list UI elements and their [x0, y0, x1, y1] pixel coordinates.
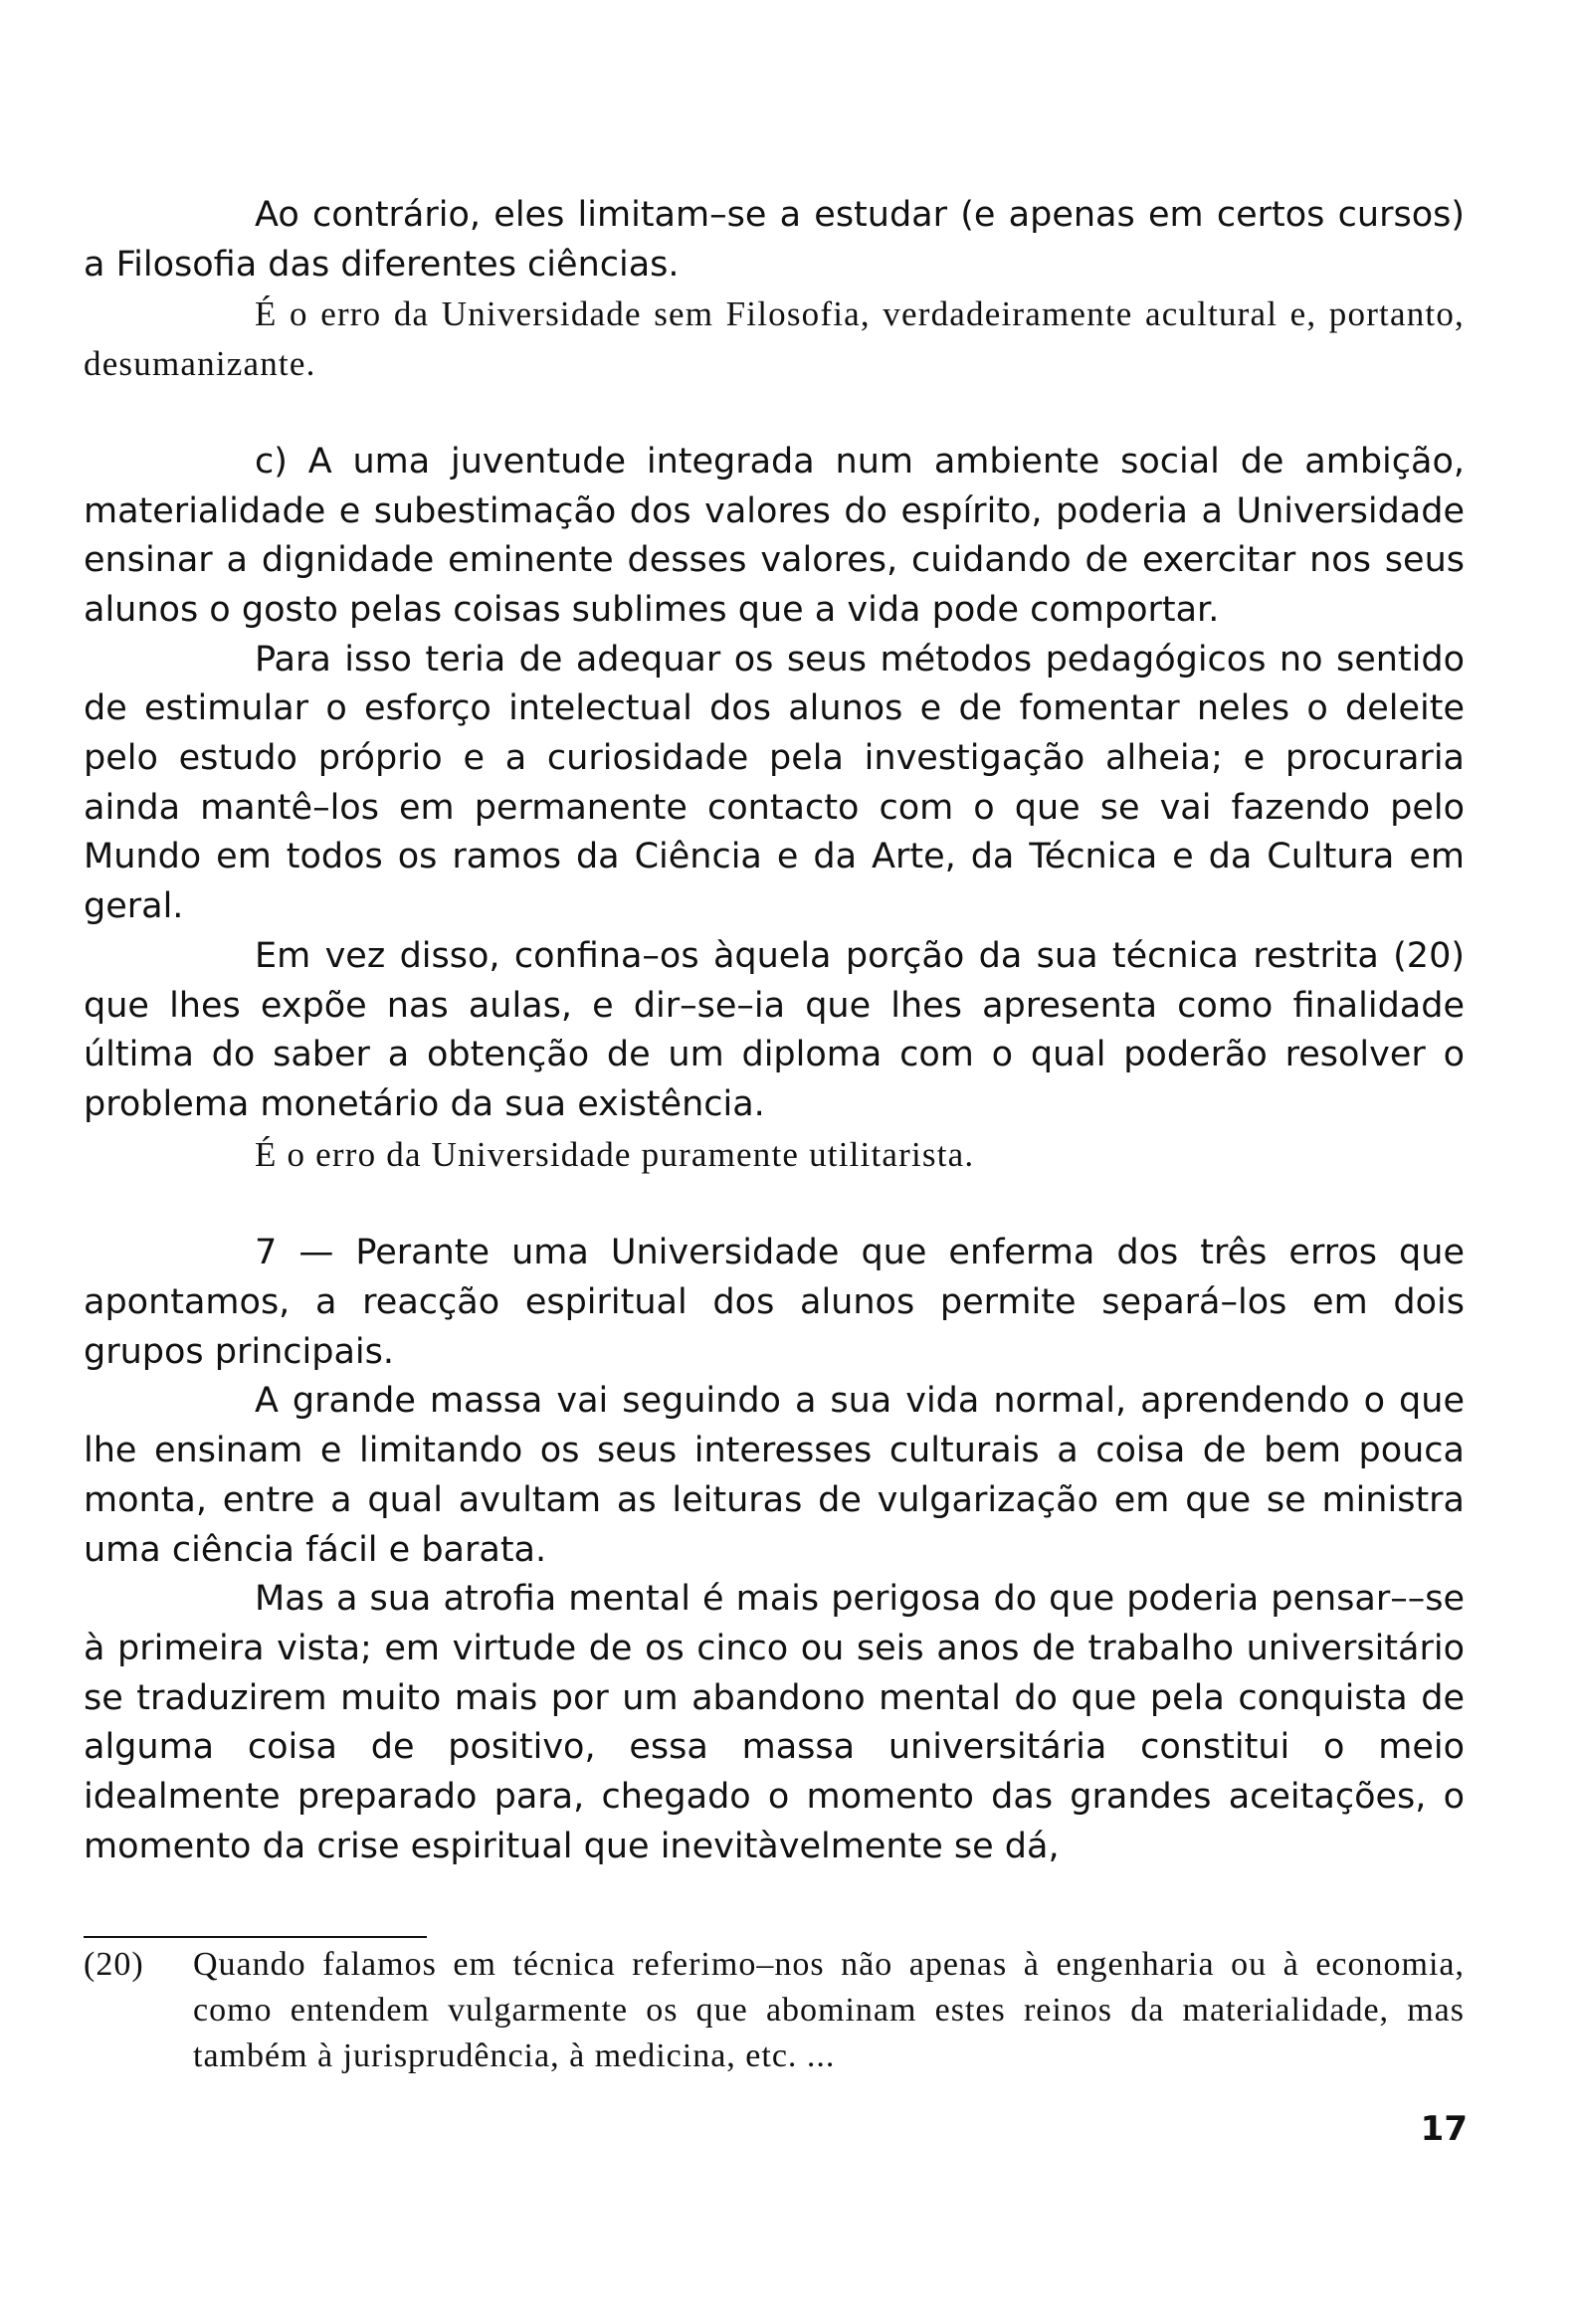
paragraph-8: A grande massa vai seguindo a sua vida normal, aprendendo o que lhe ensinam e limitando os seus interesses culturais a coisa de bem pouca monta, entre a qual avultam as leituras de vulgarização em que se ministra uma ciência fácil e barata. — [84, 1381, 1465, 1570]
paragraph-3: c) A uma juventude integrada num ambiente social de ambição, materialidade e subestimação dos valores do espírito, poderia a Universidade ensinar a dignidade eminente desses valores, cuidando de exercitar nos seus alunos o gosto pelas coisas sublimes que a vida pode comportar. — [84, 441, 1465, 630]
paragraph-5: Em vez disso, confina–os àquela porção da sua técnica restrita (20) que lhes expõe nas aulas, e dir–se–ia que lhes apresenta como finalidade última do saber a obtenção de um diploma com o qual poderão resolver o problema monetário da sua existência. — [84, 935, 1465, 1124]
paragraph-4: Para isso teria de adequar os seus métodos pedagógicos no sentido de estimular o esforço intelectual dos alunos e de fomentar neles o deleite pelo estudo próprio e a curiosidade pela investigação alheia; e procuraria ainda mantê–los em permanente contacto com o que se vai fazendo pelo Mundo em todos os ramos da Ciência e da Arte, da Técnica e da Cultura em geral. — [84, 639, 1465, 927]
paragraph-2: É o erro da Universidade sem Filosofia, verdadeiramente acultural e, portanto, desumanizante. — [84, 294, 1465, 384]
footnotes — [84, 1942, 1465, 2079]
footnote-text: Quando falamos em técnica referimo–nos não apenas à engenharia ou à economia, como entendem vulgarmente os que abominam estes reinos da materialidade, mas também à jurisprudência, à medicina, etc. ... — [193, 1946, 1465, 2074]
footnote — [84, 1942, 1465, 2079]
paragraph-6: É o erro da Universidade puramente utilitarista. — [255, 1134, 975, 1174]
paragraph-gap — [84, 1179, 1465, 1229]
paragraph-1: Ao contrário, eles limitam–se a estudar (e apenas em certos cursos) a Filosofia das diferentes ciências. — [84, 195, 1465, 285]
footnote-marker: (20) — [84, 1946, 144, 1983]
paragraph-gap — [84, 389, 1465, 438]
paragraph-7: 7 — Perante uma Universidade que enferma dos três erros que apontamos, a reacção espiritual dos alunos permite separá–los em dois grupos principais. — [84, 1233, 1465, 1372]
footnote-separator — [84, 1936, 427, 1938]
paragraph-9: Mas a sua atrofia mental é mais perigosa do que poderia pensar––se à primeira vista; em virtude de os cinco ou seis anos de trabalho universitário se traduzirem muito mais por um abandono mental do que pela conquista de alguma coisa de positivo, essa massa universitária constitui o meio idealmente preparado para, chegado o momento das grandes aceitações, o momento da crise espiritual que inevitàvelmente se dá, — [84, 1579, 1465, 1866]
main-text — [84, 191, 1465, 1872]
page-number: 17 — [1420, 2109, 1468, 2149]
